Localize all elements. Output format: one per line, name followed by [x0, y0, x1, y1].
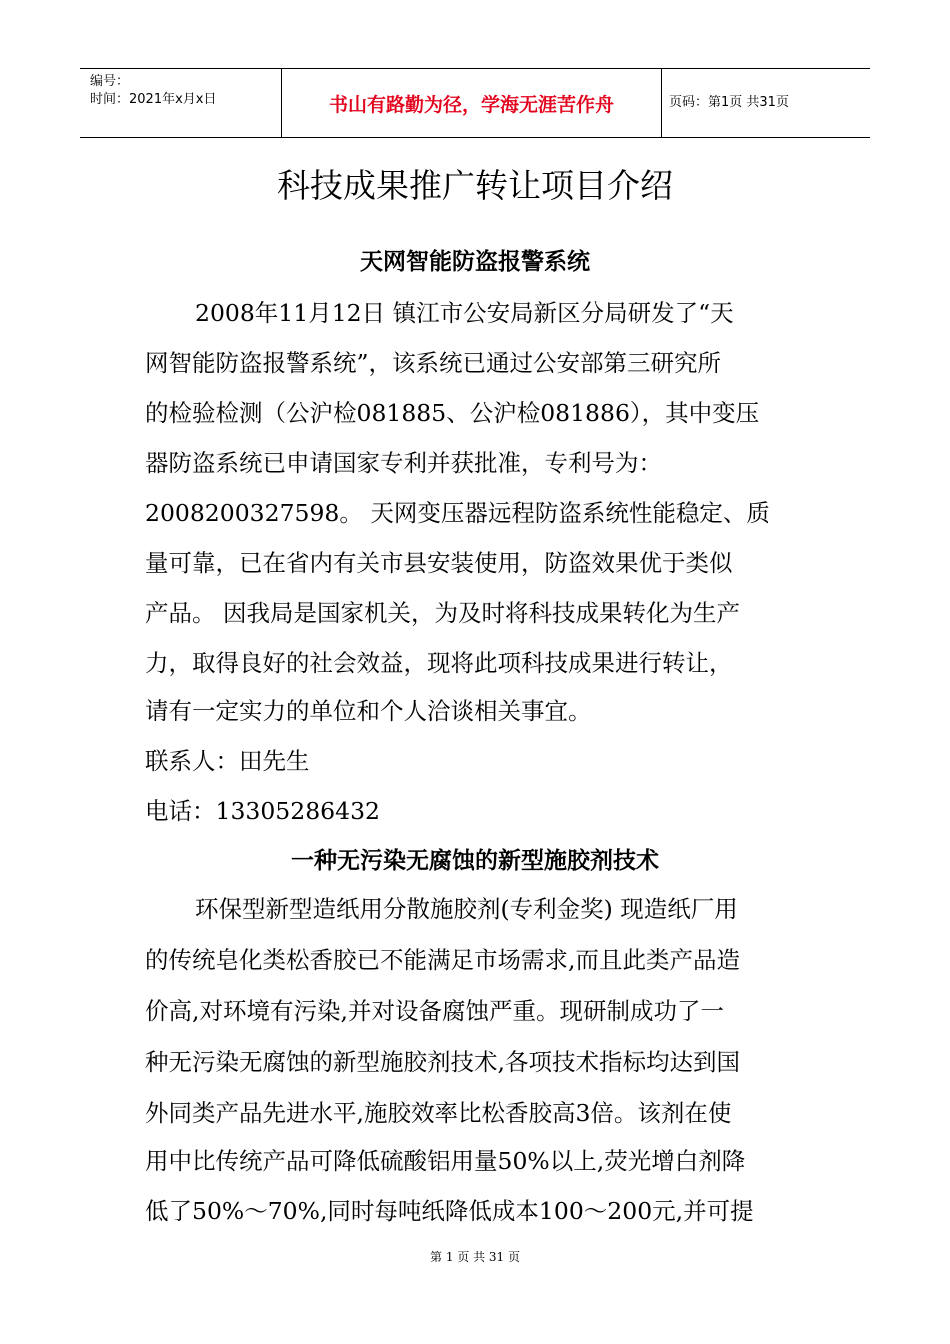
section1-line: 2008年11月12日 镇江市公安局新区分局研发了“天: [195, 299, 734, 327]
section1-line: 2008200327598。 天网变压器远程防盗系统性能稳定、质: [145, 499, 770, 527]
section1-line: 产品。 因我局是国家机关，为及时将科技成果转化为生产: [145, 599, 740, 627]
section2-line: 价高,对环境有污染,并对设备腐蚀严重。现研制成功了一: [145, 997, 724, 1025]
section1-line: 请有一定实力的单位和个人洽谈相关事宜。: [145, 697, 592, 725]
section2-heading: 一种无污染无腐蚀的新型施胶剂技术: [291, 847, 659, 874]
section1-line: 量可靠，已在省内有关市县安装使用，防盗效果优于类似: [145, 549, 733, 577]
section1-line: 的检验检测（公沪检081885、公沪检081886），其中变压: [145, 399, 760, 427]
section1-line: 力，取得良好的社会效益，现将此项科技成果进行转让，: [145, 649, 733, 677]
section1-line: 网智能防盗报警系统”，该系统已通过公安部第三研究所: [145, 349, 722, 377]
header-motto-cell: [281, 69, 662, 137]
section2-line: 的传统皂化类松香胶已不能满足市场需求,而且此类产品造: [145, 946, 740, 974]
page-header: [80, 68, 870, 138]
contact-phone: 电话：13305286432: [145, 797, 380, 825]
page-footer: 第 1 页 共 31 页: [430, 1250, 520, 1264]
document-title: 科技成果推广转让项目介绍: [277, 166, 673, 205]
section2-line: 种无污染无腐蚀的新型施胶剂技术,各项技术指标均达到国: [145, 1048, 740, 1076]
header-meta-cell: [80, 69, 281, 137]
section2-line: 用中比传统产品可降低硫酸铝用量50%以上,荧光增白剂降: [145, 1147, 746, 1175]
section1-line: 器防盗系统已申请国家专利并获批准，专利号为：: [145, 449, 662, 477]
section1-heading: 天网智能防盗报警系统: [360, 248, 590, 275]
page-info: 页码：第1页 共31页: [669, 95, 789, 110]
serial-label: 编号：: [90, 74, 130, 89]
header-page-cell: [661, 69, 870, 137]
section2-line: 环保型新型造纸用分散施胶剂(专利金奖) 现造纸厂用: [195, 895, 738, 923]
section2-line: 低了50%～70%,同时每吨纸降低成本100～200元,并可提: [145, 1197, 754, 1225]
motto-text: 书山有路勤为径，学海无涯苦作舟: [328, 93, 614, 116]
time-label: 时间：2021年x月x日: [90, 92, 217, 107]
section2-line: 外同类产品先进水平,施胶效率比松香胶高3倍。该剂在使: [145, 1099, 732, 1127]
contact-person: 联系人：田先生: [145, 747, 310, 775]
